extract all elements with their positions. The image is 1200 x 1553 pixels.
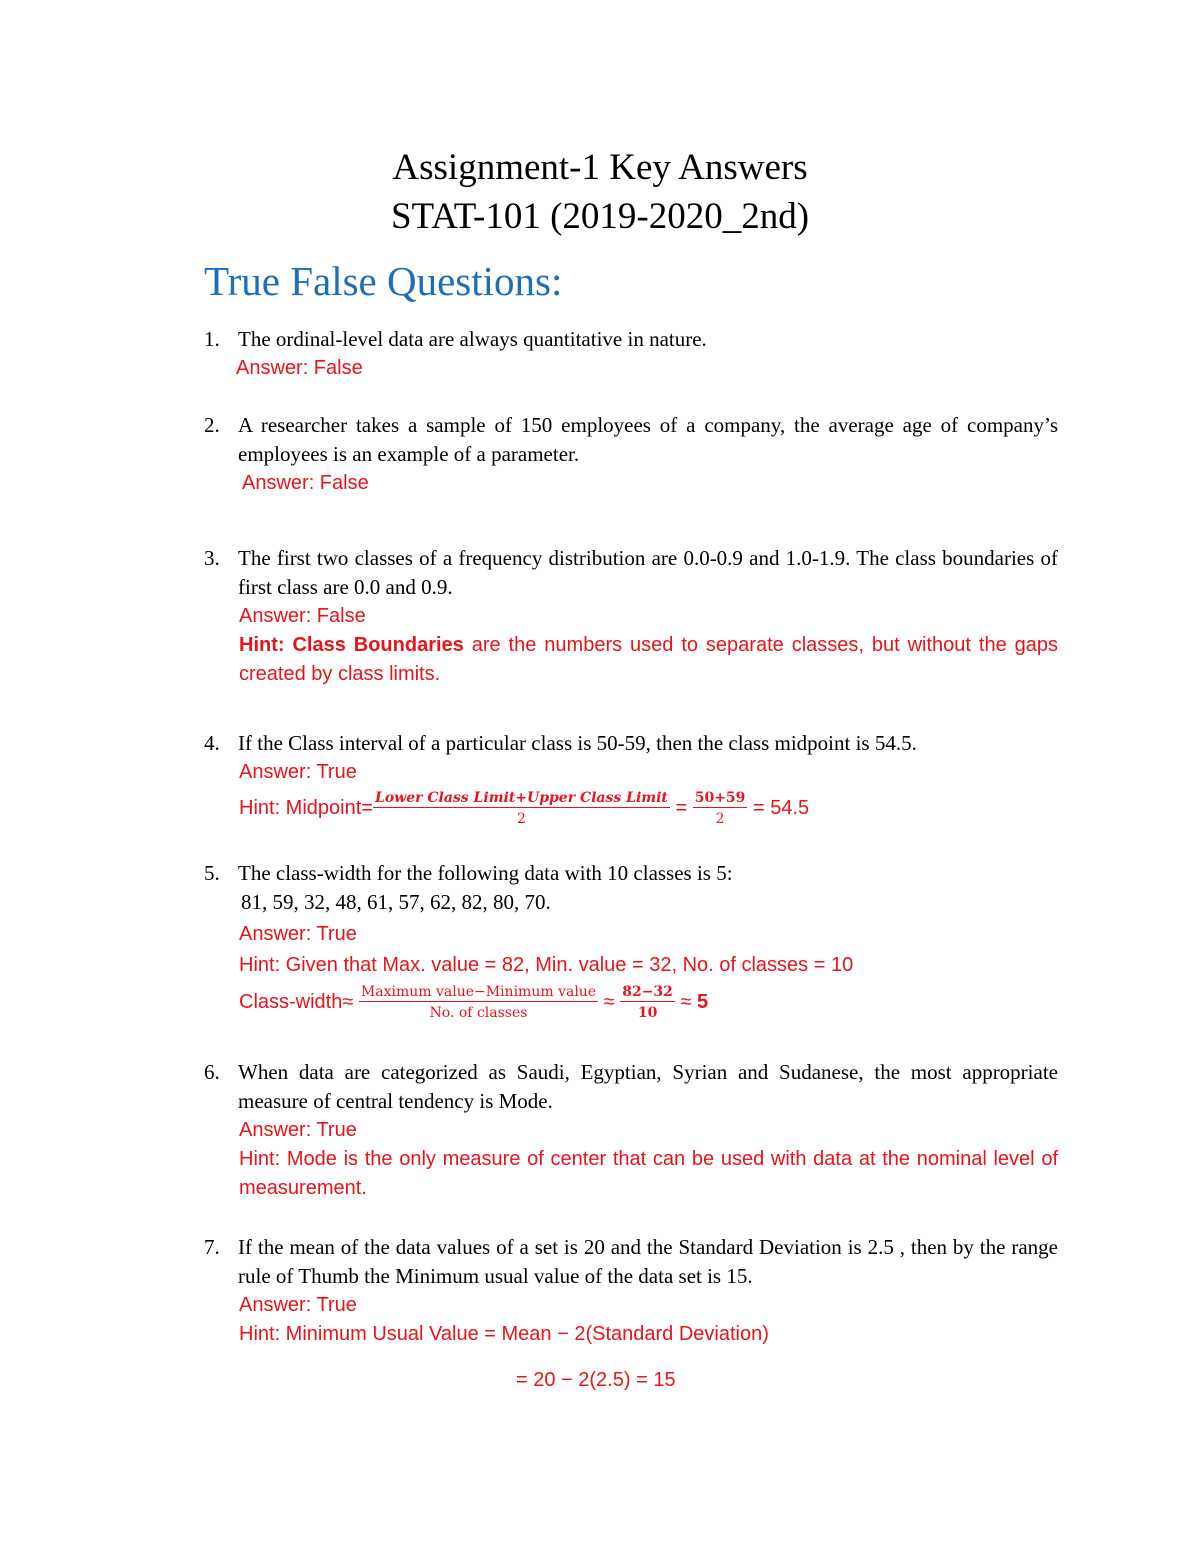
hint-label: Hint: Class Boundaries — [239, 634, 464, 656]
hint: Hint: Minimum Usual Value = Mean − 2(Standard Deviation) — [239, 1323, 769, 1345]
data-values: 81, 59, 32, 48, 61, 57, 62, 82, 80, 70. — [241, 890, 551, 914]
fraction-numerator: Lower Class Limit+Upper Class Limit — [374, 790, 668, 806]
fraction-denominator: 2 — [516, 811, 526, 827]
question-6 — [204, 1058, 1058, 1203]
question-text: The first two classes of a frequency distribution are 0.0-0.9 and 1.0-1.9. The class boundaries of first class are 0.0 and 0.9. — [238, 546, 1058, 599]
value-fraction — [693, 789, 748, 828]
fraction-denominator: 10 — [637, 1005, 658, 1021]
midpoint-formula — [239, 789, 1058, 828]
result: = 54.5 — [752, 796, 810, 819]
class-width-formula — [239, 983, 1058, 1022]
approx-sign: ≈ — [603, 990, 615, 1013]
question-1 — [204, 325, 1058, 383]
question-number: 5. — [204, 861, 220, 885]
fraction-denominator: 2 — [715, 811, 725, 827]
question-7 — [204, 1233, 1058, 1349]
answer: Answer: False — [236, 357, 363, 379]
answer: Answer: False — [242, 472, 369, 494]
fraction-numerator: Maximum value−Minimum value — [360, 984, 597, 1000]
hint: Hint: Given that Max. value = 82, Min. value = 32, No. of classes = 10 — [239, 954, 854, 976]
result: 5 — [697, 990, 709, 1013]
answer: Answer: True — [239, 1294, 357, 1316]
question-text: If the Class interval of a particular class is 50-59, then the class midpoint is 54.5. — [238, 731, 917, 755]
calculation: = 20 − 2(2.5) = 15 — [516, 1369, 676, 1391]
value-fraction — [620, 983, 675, 1022]
question-2 — [204, 411, 1058, 498]
midpoint-fraction — [373, 789, 670, 828]
answer: Answer: True — [239, 1119, 357, 1141]
equals-sign: = — [675, 796, 688, 819]
hint-prefix: Hint: Midpoint= — [239, 796, 373, 819]
question-text: A researcher takes a sample of 150 employees of a company, the average age of company’s employees is an example of a parameter. — [238, 413, 1058, 466]
fraction-numerator: 50+59 — [694, 790, 746, 806]
hint-text: are the numbers used to separate classes, but without the gaps created by class limits. — [239, 634, 1058, 685]
question-number: 3. — [204, 546, 220, 570]
document-title: Assignment-1 Key Answers — [392, 147, 808, 188]
answer: Answer: False — [239, 605, 366, 627]
question-number: 4. — [204, 731, 220, 755]
section-heading: True False Questions: — [204, 258, 563, 304]
hint — [239, 631, 1058, 689]
question-number: 1. — [204, 327, 220, 351]
question-text: The class-width for the following data with 10 classes is 5: — [238, 861, 733, 885]
answer: Answer: True — [239, 761, 357, 783]
approx-sign: ≈ — [680, 990, 692, 1013]
question-text: The ordinal-level data are always quantitative in nature. — [238, 327, 707, 351]
question-text: If the mean of the data values of a set is 20 and the Standard Deviation is 2.5 , then by the range rule of Thumb the Minimum usual value of the data set is 15. — [238, 1235, 1058, 1288]
question-5 — [204, 859, 1058, 1022]
answer: Answer: True — [239, 923, 357, 945]
question-3 — [204, 544, 1058, 689]
question-number: 7. — [204, 1235, 220, 1259]
course-code: STAT-101 (2019-2020_2nd) — [390, 196, 810, 237]
hint: Hint: Mode is the only measure of center that can be used with data at the nominal level of measurement. — [239, 1148, 1058, 1199]
fraction-denominator: No. of classes — [429, 1005, 528, 1021]
class-width-fraction — [359, 983, 598, 1022]
question-text: When data are categorized as Saudi, Egyptian, Syrian and Sudanese, the most appropriate measure of central tendency is Mode. — [238, 1060, 1058, 1113]
question-number: 6. — [204, 1060, 220, 1084]
question-4 — [204, 729, 1058, 828]
fraction-numerator: 82−32 — [622, 984, 673, 1000]
question-number: 2. — [204, 413, 220, 437]
formula-prefix: Class-width≈ — [239, 990, 354, 1013]
